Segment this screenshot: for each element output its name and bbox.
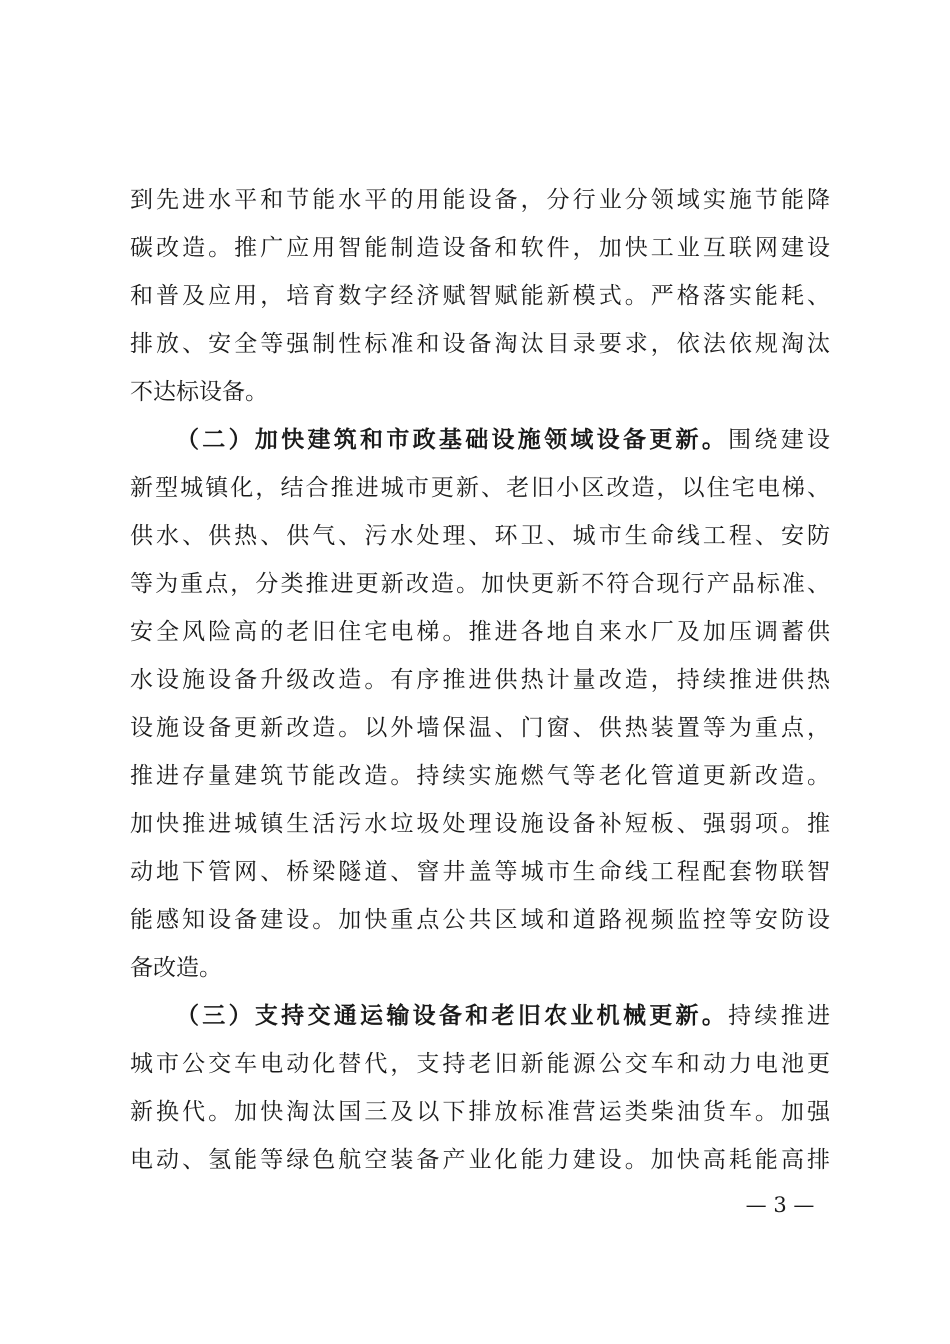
- paragraph-2-line-2: 新型城镇化，结合推进城市更新、老旧小区改造，以住宅电梯、: [130, 475, 830, 501]
- paragraph-1-line-2: 碳改造。推广应用智能制造设备和软件，加快工业互联网建设: [130, 235, 830, 261]
- paragraph-3-line-3: 新换代。加快淘汰国三及以下排放标准营运类柴油货车。加强: [130, 1099, 830, 1125]
- paragraph-3-line-4: 电动、氢能等绿色航空装备产业化能力建设。加快高耗能高排: [130, 1147, 830, 1173]
- paragraph-1-line-1: 到先进水平和节能水平的用能设备，分行业分领域实施节能降: [130, 187, 830, 213]
- paragraph-2-first-line-text: 围绕建设: [728, 427, 831, 453]
- paragraph-1-line-4: 排放、安全等强制性标准和设备淘汰目录要求，依法依规淘汰: [130, 331, 830, 357]
- paragraph-2-line-11: 能感知设备建设。加快重点公共区域和道路视频监控等安防设: [130, 907, 830, 933]
- paragraph-3-first-line-text: 持续推进: [728, 1003, 831, 1029]
- paragraph-3-line-1: [176, 997, 830, 1035]
- paragraph-2-line-5: 安全风险高的老旧住宅电梯。推进各地自来水厂及加压调蓄供: [130, 619, 830, 645]
- paragraph-2-line-4: 等为重点，分类推进更新改造。加快更新不符合现行产品标准、: [130, 571, 830, 597]
- paragraph-2-line-10: 动地下管网、桥梁隧道、窨井盖等城市生命线工程配套物联智: [130, 859, 830, 885]
- paragraph-1-line-3: 和普及应用，培育数字经济赋智赋能新模式。严格落实能耗、: [130, 283, 830, 309]
- paragraph-2-line-12: 备改造。: [130, 955, 222, 981]
- paragraph-1-line-5: 不达标设备。: [130, 379, 268, 405]
- paragraph-3-line-2: 城市公交车电动化替代，支持老旧新能源公交车和动力电池更: [130, 1051, 830, 1077]
- paragraph-2-line-6: 水设施设备升级改造。有序推进供热计量改造，持续推进供热: [130, 667, 830, 693]
- section-heading-2: （二）加快建筑和市政基础设施领域设备更新。: [176, 426, 729, 453]
- page-number: — 3 —: [745, 1193, 815, 1217]
- paragraph-2-line-3: 供水、供热、供气、污水处理、环卫、城市生命线工程、安防: [130, 523, 830, 549]
- paragraph-2-line-1: [176, 421, 830, 459]
- paragraph-2-line-8: 推进存量建筑节能改造。持续实施燃气等老化管道更新改造。: [130, 763, 830, 789]
- section-heading-3: （三）支持交通运输设备和老旧农业机械更新。: [176, 1002, 729, 1029]
- paragraph-2-line-9: 加快推进城镇生活污水垃圾处理设施设备补短板、强弱项。推: [130, 811, 830, 837]
- paragraph-2-line-7: 设施设备更新改造。以外墙保温、门窗、供热装置等为重点，: [130, 715, 830, 741]
